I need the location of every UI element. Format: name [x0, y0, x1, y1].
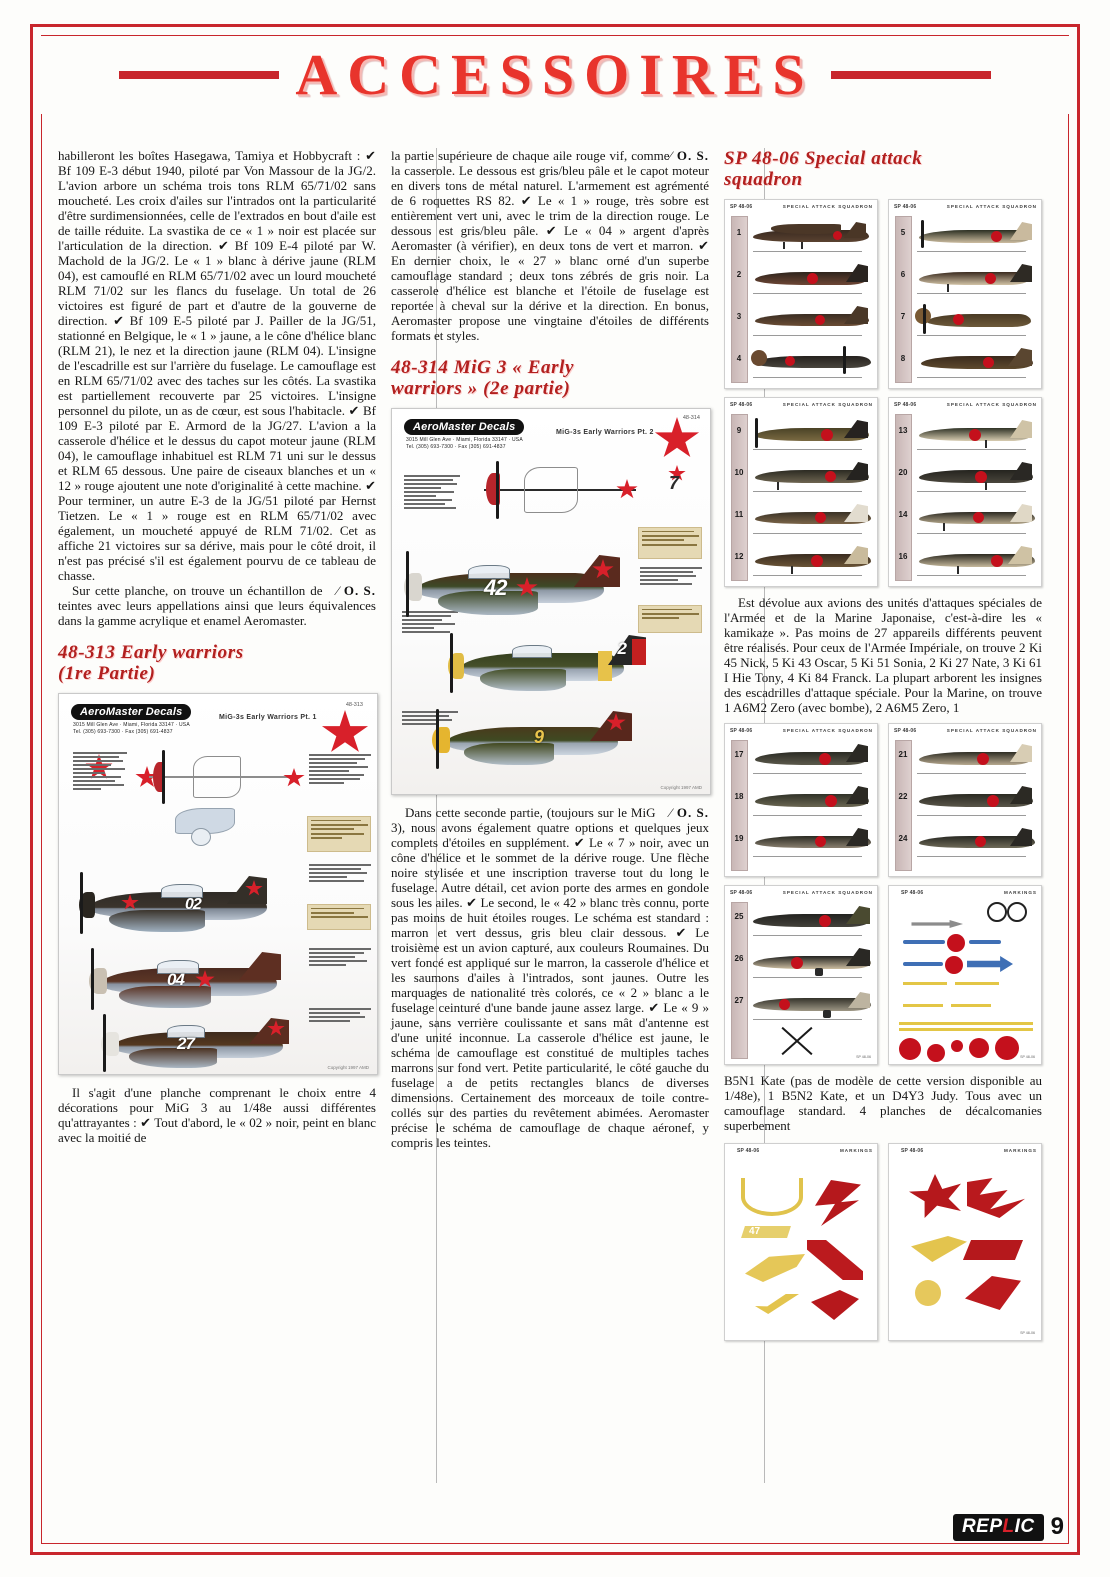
masthead-rule-left: [119, 71, 279, 79]
jp-item-index: 2: [736, 270, 742, 279]
decal-sheet-notes-right-1: [309, 752, 371, 786]
decal-sheet-code: 48-313: [345, 702, 363, 708]
marking-red-chevron: [807, 1240, 863, 1280]
aircraft-number-9: 9: [534, 727, 544, 747]
aircraft-propeller: [103, 1014, 106, 1072]
marking-red-tail-stripe: [965, 1276, 1021, 1310]
aircraft-number-27: 27: [177, 1034, 194, 1053]
decal-sheet-notes-left: [73, 750, 127, 792]
marking-blue-bar: [903, 940, 945, 944]
marking-blue-arrow-icon: [967, 956, 1013, 972]
cross-marking-icon: [777, 1024, 813, 1058]
decal-sheet-notes-right-1: [640, 565, 702, 587]
jp-aircraft-18: [749, 784, 872, 824]
article-columns: [58, 148, 1052, 1483]
decal-sheet-title: MiG-3s Early Warriors Pt. 2: [556, 429, 654, 436]
decal-sheet-notes-left: [404, 473, 460, 511]
marking-red-zigzag: [967, 1178, 1025, 1218]
section-heading-sp-48-06: [724, 148, 1042, 190]
aircraft-profile-04: [77, 948, 297, 1018]
marking-yellow-tick: [755, 1294, 799, 1314]
decal-sheet-copyright: Copyright 1997 AMD: [660, 785, 702, 790]
aircraft-number-02: 02: [185, 896, 201, 913]
col2-paragraph-2-text: Dans cette seconde partie, (toujours sur le MiG 3), nous avons également quatre options et quelques jeux complets d'étoiles en supplément. ✔ Le « 7 » noir, avec un cône d'hélice et le sommet de la dérive rouge. Une flèche noire stylisée et une inscription traverse tout du long le fuselage. Autre détail, cet avion porte des armes en gondole sous les ailes. ✔ Le second, le « 42 » blanc très connu, porte pas moins de huit étoiles rouges. Le schéma est standard : marron et vert dessus, gris bleu clair dessous. ✔ Le troisième est un avion capturé, aux couleurs Roumaines. Du vert foncé est appliqué sur le marron, la casserole d'hélice et les saumons d'ailes à l'intrados, sont jaunes. Outre les marquages de nationalité très colorés, ce « 2 » blanc a le fuselage ceinturé d'une bande jaune assez large. ✔ Le « 9 » jaune, sans verrière coulissante et sans mât d'antenne est d'une unité inconnue. La casserole d'hélice est jaune, le schéma de camouflage est constitué de multiples taches marrons sur fond vert. Petite particularité, le côté gauche du fuselage a de petits rectangles blancs de diverses dimensions. Certainement des morceaux de toile contre-collés sur des parties du revêtement abimées. Aeromaster précise le schéma de camouflage de chaque aéronef, y compris les teintes.: [391, 805, 709, 1150]
jp-item-index: 10: [734, 468, 744, 477]
marking-white-number: 47: [749, 1226, 761, 1237]
jp-item-index: 26: [734, 954, 744, 963]
marking-yellow-stripe: [903, 1004, 943, 1007]
aircraft-number-04: 04: [167, 970, 184, 989]
jp-item-index: 3: [736, 312, 742, 321]
decal-sheet-title: MiG-3s Early Warriors Pt. 1: [219, 714, 317, 721]
jp-sheet-index-strip: [731, 902, 748, 1059]
column-3: [724, 148, 1042, 1483]
jp-sheet-header-left: SP 48-06: [730, 204, 753, 210]
jp-sheet-header-right: MARKINGS: [1003, 890, 1037, 895]
plan-view-drawing: [484, 461, 634, 525]
col2-paragraph-1-text: la partie supérieure de chaque aile rouge vif, comme la casserole. Le dessous est gris/bleu pâle et le capot moteur en divers tons de métal naturel. L'armement est agrémenté de 6 roquettes RS 82. ✔ Le « 1 » rouge, très sobre est entièrement vert uni, avec le trim de la direction rouge. Le dessous est gris/bleu pâle. ✔ Le « 04 » argent d'après Aeromaster (à vérifier), en deux tons de vert et marron. ✔ En dernier choix, le « 27 » blanc orné d'un superbe camouflage standard ; deux tons zébrés de gris noir. La casserole d'hélice est blanche et l'étoile de fuselage est reportée à cheval sur la dérive et la direction. En bonus, Aeromaster propose une vingtaine d'étoiles de différents formats et styles.: [391, 148, 709, 343]
masthead-rule-right: [831, 71, 991, 79]
jp-markings-sheet-bottom-left: [724, 1143, 878, 1341]
aircraft-propeller: [91, 948, 94, 1010]
jp-aircraft-3: [749, 304, 872, 344]
jp-sheet-4: [888, 397, 1042, 587]
jp-sheet-footnote: SP 48-06: [1020, 1331, 1035, 1335]
jp-item-index: 16: [898, 552, 908, 561]
marking-red-band: [963, 1240, 1023, 1260]
marking-yellow-swirl-1: [741, 1178, 803, 1216]
jp-aircraft-4: [749, 346, 872, 386]
jp-sheet-header-left: SP 48-06: [894, 204, 917, 210]
marking-yellow-bar-set: [911, 1236, 967, 1262]
jp-aircraft-8: [913, 346, 1036, 386]
aircraft-propeller: [80, 872, 83, 934]
jp-sheet-index-strip: [731, 740, 748, 871]
jp-aircraft-7: [913, 304, 1036, 344]
jp-sheet-header-left: SP 48-06: [894, 728, 917, 734]
jp-aircraft-17: [749, 742, 872, 782]
decal-sheet-notes-right-3: [309, 946, 371, 968]
jp-sheet-header-right: MARKINGS: [1003, 1148, 1037, 1153]
section-heading-sp-48-06-line1: SP 48-06 Special attack: [724, 148, 923, 169]
aircraft-propeller: [406, 551, 409, 617]
aircraft-propeller: [436, 709, 439, 769]
jp-sheet-header: [730, 204, 873, 210]
aircraft-wing: [119, 986, 211, 1008]
aircraft-rudder-red: [632, 639, 646, 665]
jp-aircraft-11: [749, 502, 872, 542]
aircraft-profile-42: [392, 551, 630, 627]
decal-sheet-copyright: Copyright 1997 AMD: [327, 1065, 369, 1070]
aircraft-number-42: 42: [484, 575, 507, 600]
jp-aircraft-1: [749, 220, 872, 260]
decal-sheet-48-314-image: [391, 408, 711, 795]
column-2: [391, 148, 709, 1483]
jp-sheet-header: [730, 402, 873, 408]
jp-item-index: 20: [898, 468, 908, 477]
decal-sheet-colour-note-1: [307, 816, 371, 852]
jp-sheet-header: [894, 728, 1037, 734]
jp-item-index: 6: [900, 270, 906, 279]
marking-yellow-long-stripe: [899, 1022, 1033, 1025]
marking-red-star-burst: [909, 1174, 961, 1218]
marking-hinomaru-large: [927, 1044, 945, 1062]
marking-yellow-stripe: [955, 982, 999, 985]
jp-sheet-header: [901, 1148, 1037, 1154]
marking-hinomaru-large: [995, 1036, 1019, 1060]
marking-yellow-stripe: [951, 1004, 991, 1007]
col1-paragraph-2: [58, 583, 376, 628]
jp-sheet-5: [724, 723, 878, 877]
jp-item-index: 8: [900, 354, 906, 363]
marking-blue-bar: [903, 962, 943, 966]
marking-yellow-disc: [915, 1280, 941, 1306]
aircraft-tail: [239, 952, 281, 980]
masthead: [41, 36, 1069, 114]
jp-sheet-1: [724, 199, 878, 389]
decal-sheet-colour-note-2: [307, 904, 371, 930]
jp-markings-sheet: [888, 885, 1042, 1065]
section-heading-48-314-line1: 48-314 MiG 3 « Early: [391, 357, 574, 378]
jp-sheet-header-right: SPECIAL ATTACK SQUADRON: [782, 728, 873, 733]
col1-closing-paragraph: Il s'agit d'une planche comprenant le choix entre 4 décorations pour MiG 3 au 1/48e aussi différentes qu'attrayantes : ✔ Tout d'abord, le « 02 » noir, peint en blanc avec la moitié de: [58, 1085, 376, 1145]
jp-item-index: 1: [736, 228, 742, 237]
aircraft-profile-2: [438, 635, 650, 701]
jp-item-index: 11: [734, 510, 744, 519]
jp-item-index: 5: [900, 228, 906, 237]
section-heading-48-314: [391, 357, 709, 399]
jp-item-index: 4: [736, 354, 742, 363]
jp-item-index: 12: [734, 552, 744, 561]
jp-item-index: 21: [898, 750, 908, 759]
marking-blue-bar: [969, 940, 1001, 944]
jp-sheet-header-left: SP 48-06: [730, 728, 753, 734]
marking-red-disc: [945, 956, 963, 974]
jp-item-index: 22: [898, 792, 908, 801]
marking-yellow-long-stripe: [899, 1028, 1033, 1031]
jp-aircraft-24: [913, 826, 1036, 866]
jp-aircraft-22: [913, 784, 1036, 824]
aircraft-tail: [590, 711, 632, 741]
japanese-decal-sheets-group-1: [724, 199, 1042, 587]
aircraft-yellow-band: [598, 651, 612, 681]
decal-sheet-48-313-image: [58, 693, 378, 1075]
jp-sheet-header-right: SPECIAL ATTACK SQUADRON: [946, 402, 1037, 407]
aircraft-profile-27: [89, 1016, 303, 1075]
jp-item-index: 24: [898, 834, 908, 843]
marking-yellow-swoosh: [745, 1254, 805, 1282]
aircraft-profile-9: [424, 711, 640, 777]
aircraft-tail: [227, 876, 267, 904]
jp-sheet-footnote: SP 48-06: [1020, 1055, 1035, 1059]
section-heading-48-314-line2: warriors » (2e partie): [391, 378, 571, 399]
marking-hinomaru-large: [899, 1038, 921, 1060]
decal-sheet-colour-note-2: [638, 605, 702, 633]
section-heading-48-313-line1: 48-313 Early warriors: [58, 642, 244, 663]
jp-sheet-3: [724, 397, 878, 587]
decal-sheet-notes-right-4: [309, 1006, 371, 1024]
marking-ring-icon: [987, 902, 1007, 922]
jp-item-index: 18: [734, 792, 744, 801]
jp-sheet-header-left: SP 48-06: [730, 890, 753, 896]
jp-item-index: 27: [734, 996, 744, 1005]
jp-sheet-footnote: SP 48-06: [856, 1055, 871, 1059]
aircraft-wing: [480, 669, 566, 691]
jp-aircraft-25: [749, 904, 872, 944]
jp-aircraft-2: [749, 262, 872, 302]
jp-item-index: 9: [736, 426, 742, 435]
jp-sheet-header-left: SP 48-06: [894, 402, 917, 408]
japanese-decal-sheets-group-2: [724, 723, 1042, 1065]
jp-aircraft-6: [913, 262, 1036, 302]
jp-sheet-header-left: SP 48-06: [901, 890, 924, 896]
soviet-star-large-icon: [321, 710, 369, 756]
jp-item-index: 19: [734, 834, 744, 843]
marking-arrow-grey-icon: [907, 920, 963, 928]
jp-aircraft-20: [913, 460, 1036, 500]
marking-red-arrow: [811, 1290, 859, 1320]
page-title: ACCESSOIRES: [295, 42, 815, 107]
replic-logo-highlight: L: [1002, 1515, 1015, 1537]
section-heading-48-313: [58, 642, 376, 684]
column-1: [58, 148, 376, 1483]
jp-sheet-header: [901, 890, 1037, 896]
aircraft-tail: [249, 1018, 289, 1044]
aircraft-wing: [129, 1048, 217, 1068]
marking-red-lightning: [811, 1180, 861, 1226]
col2-signature-1: ∕ O. S.: [669, 148, 709, 163]
jp-aircraft-12: [749, 544, 872, 584]
aircraft-number-7: 7: [668, 473, 678, 493]
marking-hinomaru-large: [969, 1038, 989, 1058]
jp-aircraft-14: [913, 502, 1036, 542]
aircraft-canopy: [512, 645, 552, 658]
col2-paragraph-2: [391, 805, 709, 1150]
jp-sheet-index-strip: [895, 740, 912, 871]
col3-paragraph-1: Est dévolue aux avions des unités d'attaques spéciales de l'Armée et de la Marine Japonaise, c'est-à-dire les « kamikaze ». Pas moins de 27 appareils différents peuvent être réalisés. Pour ceux de l'Armée Impériale, on trouve 2 Ki 45 Nick, 5 Ki 43 Oscar, 5 Ki 51 Sonia, 2 Ki 27 Nate, 3 Ki 61 I Hie Tony, 4 Ki 84 Franck. La plupart arborent les insignes des escadrilles d'attaque spéciale. Pour la Marine, on trouve 1 A6M2 Zero (avec bombe), 2 A6M5 Zero, 1: [724, 595, 1042, 715]
jp-sheet-header-left: SP 48-06: [730, 402, 753, 408]
jp-aircraft-26: [749, 946, 872, 986]
jp-sheet-header-right: SPECIAL ATTACK SQUADRON: [782, 204, 873, 209]
jp-item-index: 7: [900, 312, 906, 321]
decal-sheet-notes-right-2: [309, 862, 371, 884]
jp-sheet-7: [724, 885, 878, 1065]
replic-logo: [953, 1514, 1044, 1541]
section-heading-sp-48-06-line2: squadron: [724, 169, 803, 190]
jp-sheet-header: [737, 1148, 873, 1154]
marking-ring-icon: [1007, 902, 1027, 922]
jp-aircraft-5: [913, 220, 1036, 260]
jp-sheet-header-right: MARKINGS: [839, 1148, 873, 1153]
underside-view-drawing: [169, 802, 239, 848]
aeromaster-logo: AeroMaster Decals: [404, 419, 524, 435]
jp-aircraft-19: [749, 826, 872, 866]
jp-sheet-header: [894, 204, 1037, 210]
jp-aircraft-16: [913, 544, 1036, 584]
aircraft-tail: [574, 555, 620, 587]
aeromaster-address: 3015 Mill Glen Ave · Miami, Florida 33147 · USA Tel. (305) 693-7300 · Fax (305) 691-4837: [406, 437, 523, 450]
col1-signature: ∕ O. S.: [336, 583, 376, 598]
jp-markings-sheet-bottom-right: [888, 1143, 1042, 1341]
aircraft-number-2: 2: [617, 639, 626, 658]
jp-aircraft-10: [749, 460, 872, 500]
jp-aircraft-9: [749, 418, 872, 458]
jp-sheet-header: [730, 728, 873, 734]
soviet-star-large-icon: [654, 417, 700, 461]
jp-sheet-header-right: SPECIAL ATTACK SQUADRON: [946, 728, 1037, 733]
marking-red-disc: [947, 934, 965, 952]
col1-paragraph-2-text: Sur cette planche, on trouve un échantillon de teintes avec leurs appellations ainsi que leurs équivalences dans la gamme acrylique et enamel Aeromaster.: [58, 583, 376, 628]
marking-yellow-stripe: [903, 982, 947, 985]
jp-sheet-header-right: SPECIAL ATTACK SQUADRON: [946, 204, 1037, 209]
section-heading-48-313-line2: (1re Partie): [58, 663, 156, 684]
jp-sheet-header-right: SPECIAL ATTACK SQUADRON: [782, 402, 873, 407]
jp-sheet-header: [894, 402, 1037, 408]
jp-item-index: 14: [898, 510, 908, 519]
jp-item-index: 13: [898, 426, 908, 435]
replic-logo-right: IC: [1014, 1515, 1035, 1537]
aeromaster-address: 3015 Mill Glen Ave · Miami, Florida 33147 · USA Tel. (305) 693-7300 · Fax (305) 691-4837: [73, 722, 190, 735]
aeromaster-logo: AeroMaster Decals: [71, 704, 191, 720]
jp-item-index: 25: [734, 912, 744, 921]
page-footer: [953, 1513, 1064, 1541]
aircraft-profile-02: [65, 870, 285, 942]
jp-aircraft-13: [913, 418, 1036, 458]
decal-sheet-code: 48-314: [682, 415, 700, 421]
replic-logo-left: REP: [961, 1515, 1003, 1537]
jp-sheet-header-right: SPECIAL ATTACK SQUADRON: [782, 890, 873, 895]
col1-paragraph-1: habilleront les boîtes Hasegawa, Tamiya et Hobbycraft : ✔ Bf 109 E-3 début 1940, piloté par Von Massour de la JG/2. L'avion arbore un schéma trois tons RLM 65/71/02 sans moucheté. Les croix d'ailes sur l'intrados ont la particularité d'être surdimensionnées, celle de l'extrados en bout d'aile est de taille réduite. La svastika de ce « 1 » noir est placée sur l'articulation de la direction. ✔ Bf 109 E-4 piloté par W. Machold de la JG/2. Le « 1 » blanc à dérive jaune (RLM 04), est camouflé en RLM 65/71/02 avec un lourd moucheté RLM 71/02 sur les flancs du fuselage. Un total de 26 victoires est figuré de part et d'autre de la gouverne de direction. ✔ Bf 109 E-5 piloté par J. Pailler de la JG/51, stationné en Belgique, le « 1 » jaune, a le cône d'hélice blanc (RLM 21), le nez et la direction jaune (RLM 04). L'insigne de l'escadrille est sur l'arrière du fuselage. Le camouflage est en RLM 65/71/02 avec des taches sur les côtés. La svastika est partiellement recouverte par 25 victoires. L'insigne personnel du pilote, un as de cœur, est sous l'habitacle. ✔ Bf 109 E-3 piloté par E. Armord de la JG/27. L'avion a la casserole d'hélice et le dessus du capot moteur jaune (RLM 04), le camouflage inhabituel est RLM 71 uni sur le dessus et RLM 65 dessous. Une paire de ciseaux blanches et un « 12 » rouge ajoutent une note d'originalité à cette machine. ✔ Pour terminer, un autre E-3 de la JG/51 piloté par Hernst Tietzen. Le « 1 » rouge est en RLM 65/71/02 avec également, un moucheté appuyé de RLM 71/02. Cet as affiche 21 victoires sur sa dérive, mais pour le côté droit, il n'est pas précisé s'il est également pourvu de ce tableau de chasse.: [58, 148, 376, 583]
jp-aircraft-27: [749, 988, 872, 1028]
decal-sheet-colour-note-1: [638, 527, 702, 559]
col2-signature-2: ∕ O. S.: [669, 805, 709, 820]
jp-aircraft-21: [913, 742, 1036, 782]
japanese-decal-sheets-group-3: [724, 1143, 1042, 1341]
aircraft-propeller: [450, 633, 453, 693]
jp-item-index: 17: [734, 750, 744, 759]
col3-paragraph-2: B5N1 Kate (pas de modèle de cette version disponible au 1/48e), 1 B5N2 Kate, et un D4Y3 Judy. Tous avec un camouflage standard. 4 planches de décalcomanies superbement: [724, 1073, 1042, 1133]
jp-sheet-header: [730, 890, 873, 896]
jp-sheet-2: [888, 199, 1042, 389]
jp-sheet-header-left: SP 48-06: [737, 1148, 760, 1154]
page-number: 9: [1050, 1513, 1064, 1540]
aircraft-spinner: [432, 727, 450, 753]
jp-sheet-header-left: SP 48-06: [901, 1148, 924, 1154]
jp-sheet-6: [888, 723, 1042, 877]
marking-hinomaru-small: [951, 1040, 963, 1052]
col2-paragraph-1: [391, 148, 709, 343]
